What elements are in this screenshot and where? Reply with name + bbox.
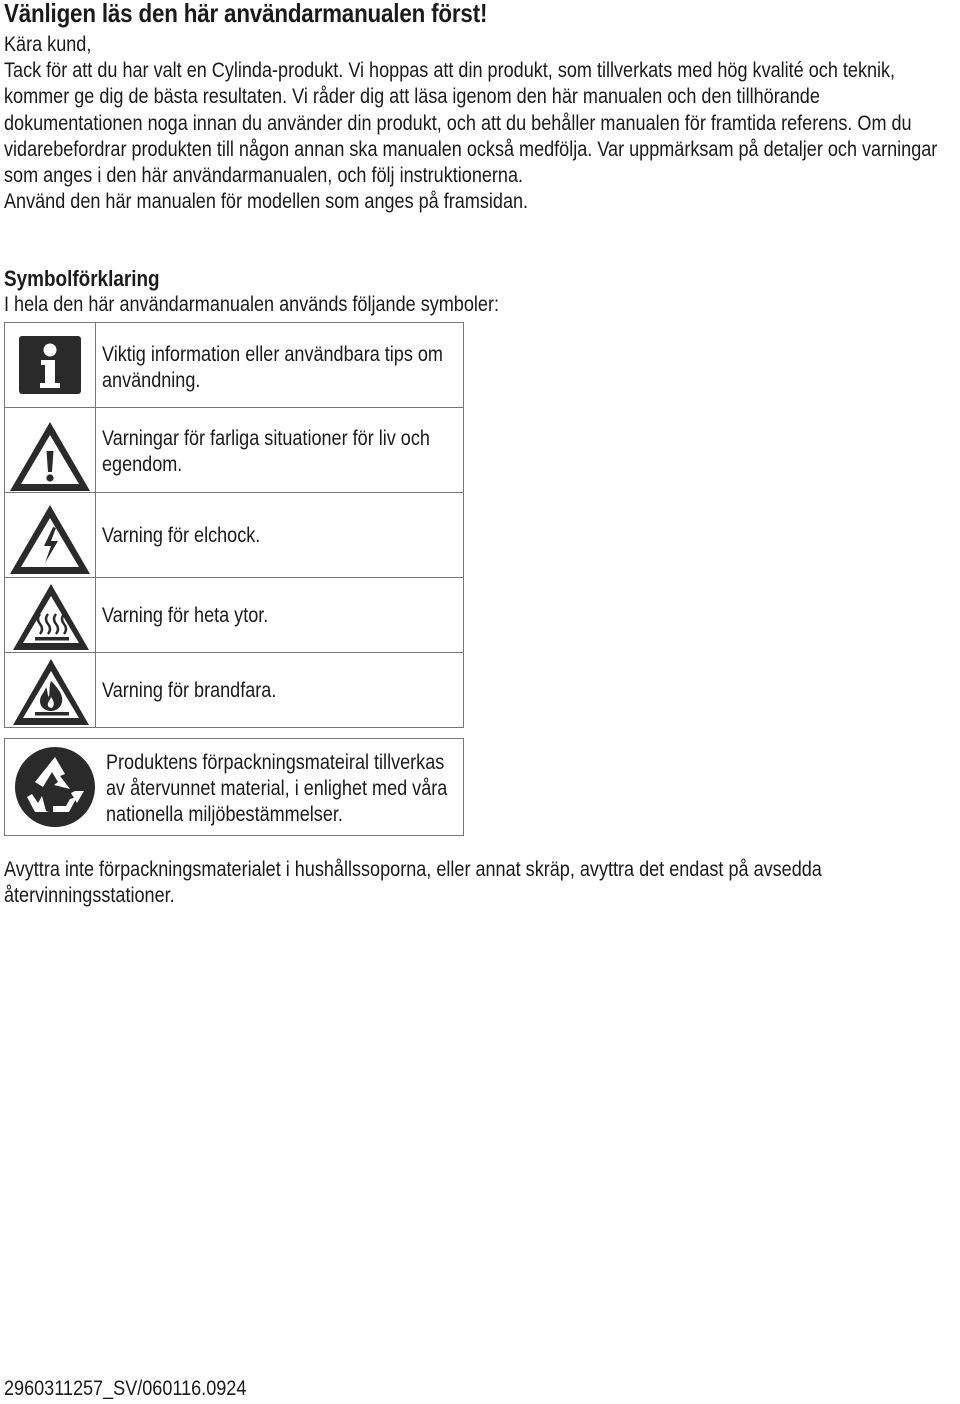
recycling-icon <box>13 745 97 829</box>
symbol-text-cell <box>95 492 464 578</box>
hot-surface-warning-icon <box>9 580 93 652</box>
intro-section <box>4 32 950 215</box>
symbol-cell-warning <box>4 407 96 493</box>
recycling-row <box>4 738 464 836</box>
info-icon <box>17 335 83 395</box>
model-note: Använd den här manualen för modellen som anges på framsidan. <box>4 190 529 214</box>
document-code: 2960311257_SV/060116.0924 <box>4 1377 247 1400</box>
recycling-text: Produktens förpackningsmateiral tillverkas av återvunnet material, i enlighet med våra nationella miljöbestämmelser. <box>106 751 448 826</box>
symbol-cell-hot <box>4 577 96 653</box>
symbol-cell-fire <box>4 652 96 728</box>
intro-body: Tack för att du har valt en Cylinda-produkt. Vi hoppas att din produkt, som tillverkats med hög kvalité och teknik, kommer ge dig de bästa resultaten. Vi råder dig att läsa igenom den här manualen och den tillhörande dokumentationen noga innan du använder din produkt, och att du behåller manualen för framtida referens. Om du vidarebefordrar produkten till någon annan ska manualen också medfölja. Var uppmärksam på detaljer och varningar som anges i den här användarmanualen, och följ instruktionerna. <box>4 59 938 188</box>
disposal-note: Avyttra inte förpackningsmaterialet i hushållssoporna, eller annat skräp, avyttra det endast på avsedda återvinningsstationer. <box>4 858 822 907</box>
symbol-description: Varningar för farliga situationer för liv och egendom. <box>102 427 430 476</box>
symbol-text-cell <box>95 322 464 408</box>
symbol-description: Varning för heta ytor. <box>102 604 269 627</box>
page-title: Vänligen läs den här användarmanualen först! <box>4 0 488 28</box>
electric-shock-warning-icon <box>7 501 93 577</box>
symbol-cell-electric <box>4 492 96 578</box>
symbols-title: Symbolförklaring <box>4 266 160 291</box>
symbol-text-cell <box>95 577 464 653</box>
symbols-intro: I hela den här användarmanualen används följande symboler: <box>4 293 499 316</box>
symbol-description: Varning för elchock. <box>102 524 261 547</box>
greeting: Kära kund, <box>4 33 92 56</box>
symbol-text-cell <box>95 407 464 493</box>
symbol-description: Varning för brandfara. <box>102 679 277 702</box>
warning-exclamation-icon <box>7 418 93 494</box>
symbol-cell-info <box>4 322 96 408</box>
symbol-description: Viktig information eller användbara tips om användning. <box>102 343 443 392</box>
symbol-text-cell <box>95 652 464 728</box>
fire-hazard-warning-icon <box>9 655 93 727</box>
